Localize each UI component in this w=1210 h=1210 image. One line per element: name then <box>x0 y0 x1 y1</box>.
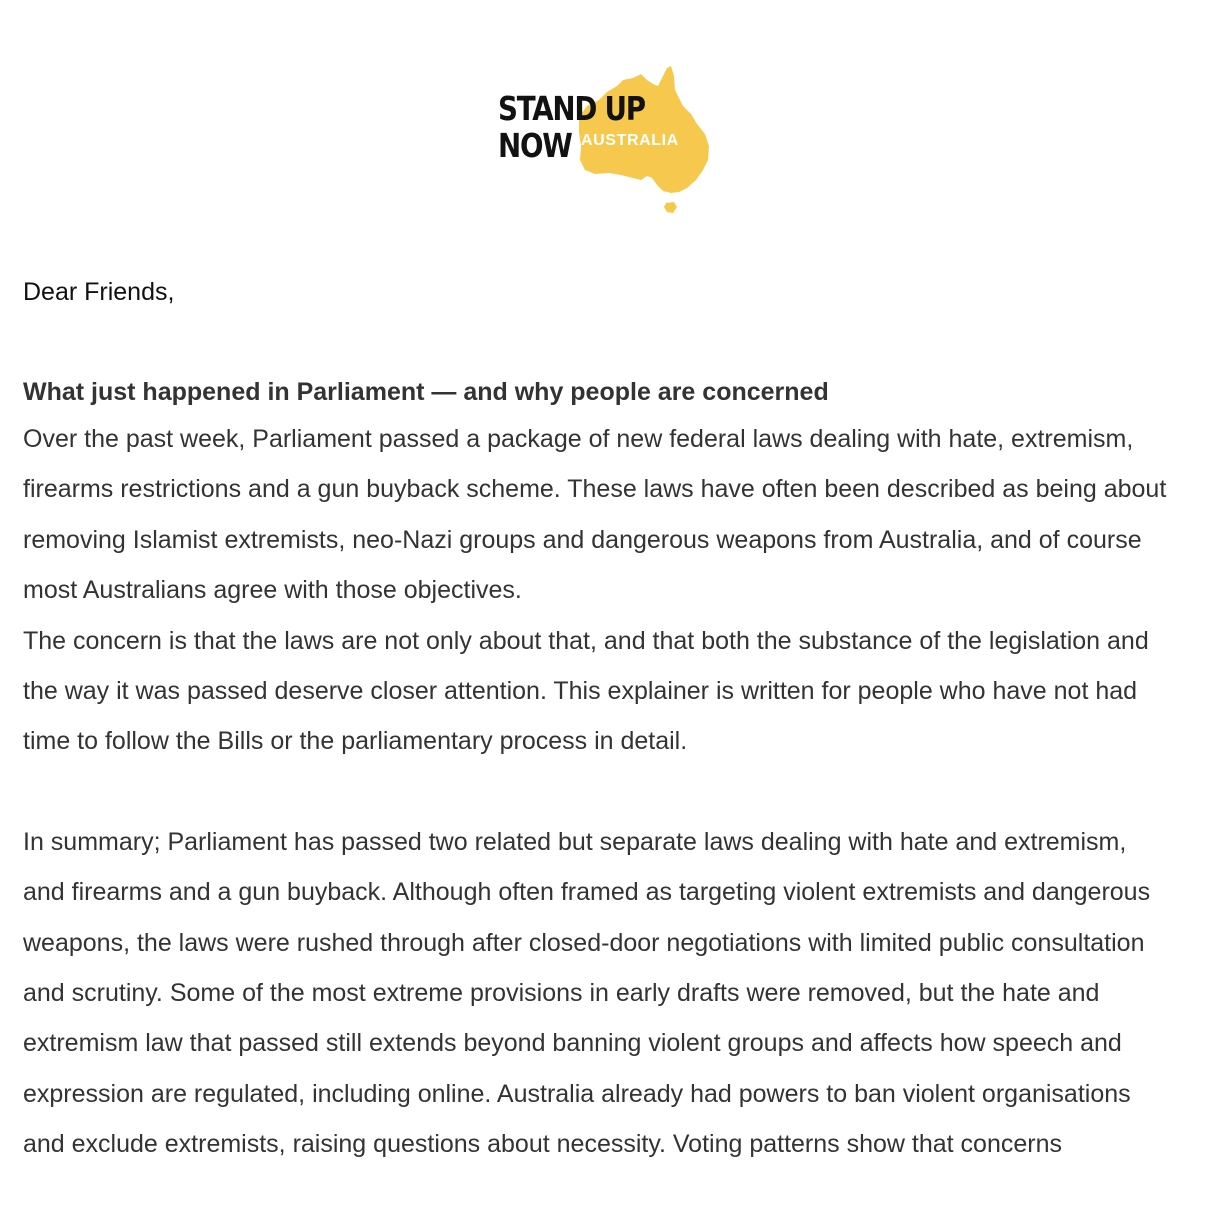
logo-line-now: NOW <box>498 126 572 165</box>
paragraph-intro: Over the past week, Parliament passed a package of new federal laws dealing with hate, extremism, firearms restrictions and a gun buyback scheme. These laws have often been described as being about removing Islamist extremists, neo-Nazi groups and dangerous weapons from Australia, and of course most Australians agree with those objectives. <box>23 425 1167 605</box>
section-heading: What just happened in Parliament — and why people are concerned <box>23 378 829 406</box>
paragraph-concern: The concern is that the laws are not only about that, and that both the substance of the legislation and the way it was passed deserve closer attention. This explainer is written for people who have not had time to follow the Bills or the parliamentary process in detail. <box>23 626 1149 756</box>
logo-tag-australia: AUSTRALIA <box>581 132 679 149</box>
paragraph-spacer <box>23 767 1173 817</box>
letter-body <box>23 270 1173 1170</box>
paragraph-summary: In summary; Parliament has passed two related but separate laws dealing with hate and extremism, and firearms and a gun buyback. Although often framed as targeting violent extremists and dangerous weapons, the laws were rushed through after closed-door negotiations with limited public consultation and scrutiny. Some of the most extreme provisions in early drafts were removed, but the hate and extremism law that passed still extends beyond banning violent groups and affects how speech and expression are regulated, including online. Australia already had powers to ban violent organisations and exclude extremists, raising questions about necessity. Voting patterns show that concerns <box>23 827 1151 1159</box>
paragraph-spacer <box>23 314 1173 370</box>
stand-up-now-logo[interactable] <box>495 62 715 217</box>
logo-line-stand-up: STAND UP <box>498 89 645 128</box>
greeting: Dear Friends, <box>23 278 175 306</box>
